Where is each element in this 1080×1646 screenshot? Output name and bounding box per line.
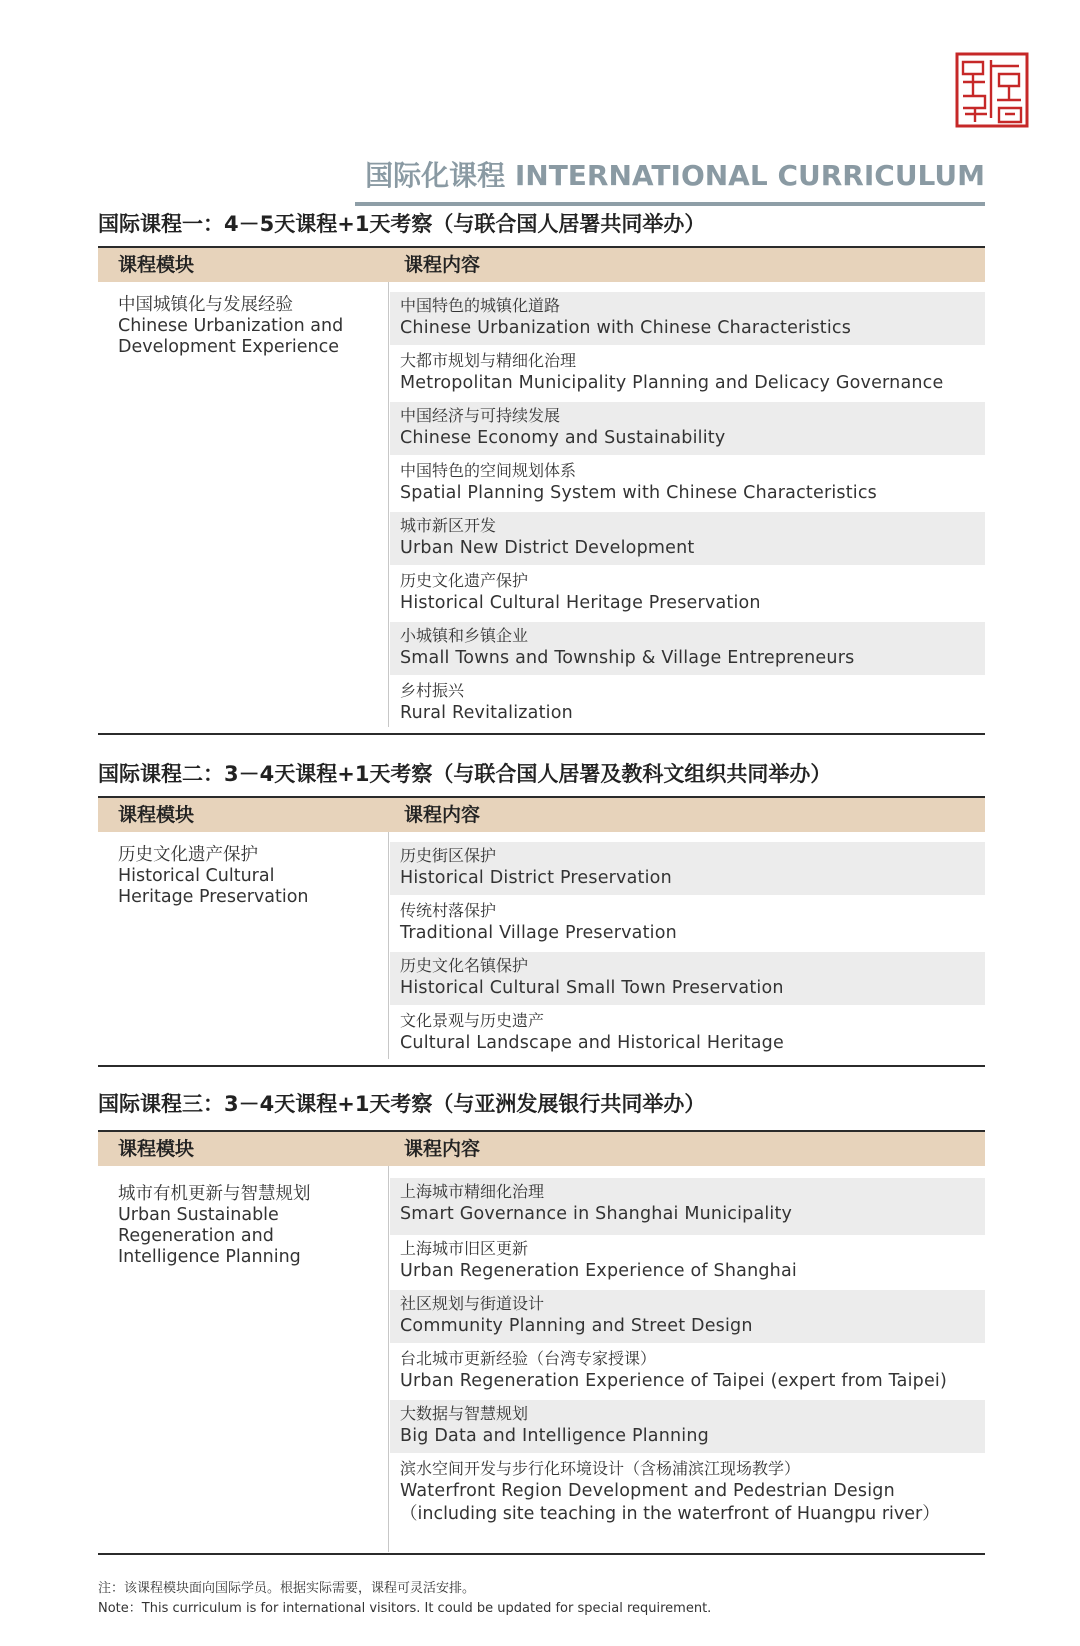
course-row (390, 512, 985, 565)
seal-logo (955, 52, 1029, 128)
content-header: 课程内容 (404, 254, 481, 276)
table-header (98, 798, 985, 832)
course-row (390, 292, 985, 345)
course-row (390, 897, 985, 950)
course-name-en: Chinese Economy and Sustainability (400, 428, 726, 448)
footnote-zh: 注：该课程模块面向国际学员。根据实际需要，课程可灵活安排。 (98, 1581, 476, 1596)
module-header: 课程模块 (118, 1138, 195, 1160)
course-row (390, 1235, 985, 1288)
course-row (390, 622, 985, 675)
module-name-en: Heritage Preservation (118, 887, 309, 907)
course-row (390, 347, 985, 400)
course-row (390, 842, 985, 895)
course-row (390, 567, 985, 620)
course-name-en: Rural Revitalization (400, 703, 573, 723)
module-name-zh: 城市有机更新与智慧规划 (118, 1184, 311, 1204)
curriculum-section-2 (98, 760, 985, 1072)
course-name-zh: 小城镇和乡镇企业 (400, 626, 529, 645)
module-name-zh: 中国城镇化与发展经验 (118, 295, 293, 315)
course-row (390, 1007, 985, 1060)
course-name-en: Urban Regeneration Experience of Shanghai (400, 1261, 797, 1281)
column-divider (388, 832, 389, 1059)
course-row (390, 402, 985, 455)
course-row (390, 1178, 985, 1235)
table-header (98, 248, 985, 282)
course-name-zh: 城市新区开发 (400, 516, 497, 535)
course-name-zh: 传统村落保护 (400, 901, 497, 920)
course-name-en: Small Towns and Township & Village Entrepreneurs (400, 648, 855, 668)
section-heading: 国际课程三：3－4天课程+1天考察（与亚洲发展银行共同举办） (98, 1092, 706, 1116)
course-name-en: Traditional Village Preservation (400, 923, 677, 943)
course-row (390, 952, 985, 1005)
course-name-zh: 历史街区保护 (400, 846, 497, 865)
module-header: 课程模块 (118, 804, 195, 826)
module-name-en: Intelligence Planning (118, 1247, 301, 1267)
course-name-en: Metropolitan Municipality Planning and Delicacy Governance (400, 373, 944, 393)
course-name-zh: 中国经济与可持续发展 (400, 406, 561, 425)
course-name-zh: 中国特色的城镇化道路 (400, 296, 561, 315)
module-name-en: Urban Sustainable (118, 1205, 279, 1225)
module-name-en: Historical Cultural (118, 866, 275, 886)
course-name-en: Historical Cultural Small Town Preservation (400, 978, 784, 998)
course-name-zh: 大数据与智慧规划 (400, 1404, 529, 1423)
module-name (118, 1184, 380, 1268)
course-name-zh: 台北城市更新经验（台湾专家授课） (400, 1349, 657, 1368)
course-row (390, 1455, 985, 1535)
column-divider (388, 1166, 389, 1552)
curriculum-section-3 (98, 1090, 985, 1560)
course-row (390, 677, 985, 730)
section-bottom-rule (98, 1065, 985, 1067)
course-name-en: Cultural Landscape and Historical Heritage (400, 1033, 784, 1053)
module-name (118, 845, 380, 908)
module-name (118, 295, 380, 358)
course-name-en: Spatial Planning System with Chinese Characteristics (400, 483, 877, 503)
module-name-en: Chinese Urbanization and (118, 316, 344, 336)
course-name-en: Chinese Urbanization with Chinese Characteristics (400, 318, 852, 338)
content-header: 课程内容 (404, 804, 481, 826)
course-name-en: Urban Regeneration Experience of Taipei (expert from Taipei) (400, 1371, 947, 1391)
course-row (390, 1290, 985, 1343)
module-name-en: Regeneration and (118, 1226, 274, 1246)
section-bottom-rule (98, 733, 985, 735)
course-name-en: Historical Cultural Heritage Preservation (400, 593, 761, 613)
module-name-zh: 历史文化遗产保护 (118, 845, 258, 865)
module-name-en: Development Experience (118, 337, 339, 357)
module-header: 课程模块 (118, 254, 195, 276)
section-bottom-rule (98, 1553, 985, 1555)
course-row (390, 457, 985, 510)
table-header (98, 1132, 985, 1166)
course-row (390, 1345, 985, 1398)
course-name-zh: 历史文化遗产保护 (400, 571, 529, 590)
column-divider (388, 282, 389, 727)
course-name-zh: 历史文化名镇保护 (400, 956, 529, 975)
section-heading: 国际课程一：4－5天课程+1天考察（与联合国人居署共同举办） (98, 212, 706, 236)
course-name-en: Historical District Preservation (400, 868, 672, 888)
footnote-en: Note：This curriculum is for international visitors. It could be updated for special requirement. (98, 1601, 712, 1616)
title-rule (355, 202, 985, 206)
course-name-zh: 乡村振兴 (400, 681, 465, 700)
course-name-zh: 上海城市旧区更新 (400, 1239, 529, 1258)
course-name-zh: 社区规划与街道设计 (400, 1294, 545, 1313)
page-title: 国际化课程 INTERNATIONAL CURRICULUM (365, 159, 985, 192)
course-name-en: Smart Governance in Shanghai Municipality (400, 1204, 793, 1224)
course-name-en: Urban New District Development (400, 538, 695, 558)
content-header: 课程内容 (404, 1138, 481, 1160)
course-name-zh: 文化景观与历史遗产 (400, 1011, 545, 1030)
course-row (390, 1400, 985, 1453)
course-name-en-line2: （including site teaching in the waterfront of Huangpu river） (400, 1504, 940, 1524)
course-name-en: Waterfront Region Development and Pedestrian Design (400, 1481, 895, 1501)
course-name-zh: 中国特色的空间规划体系 (400, 461, 577, 480)
course-name-en: Big Data and Intelligence Planning (400, 1426, 709, 1446)
curriculum-section-1 (98, 210, 985, 740)
section-heading: 国际课程二：3－4天课程+1天考察（与联合国人居署及教科文组织共同举办） (98, 762, 832, 786)
course-name-zh: 滨水空间开发与步行化环境设计（含杨浦滨江现场教学） (400, 1459, 801, 1478)
course-name-zh: 大都市规划与精细化治理 (400, 351, 577, 370)
course-name-en: Community Planning and Street Design (400, 1316, 753, 1336)
course-name-zh: 上海城市精细化治理 (400, 1182, 545, 1201)
